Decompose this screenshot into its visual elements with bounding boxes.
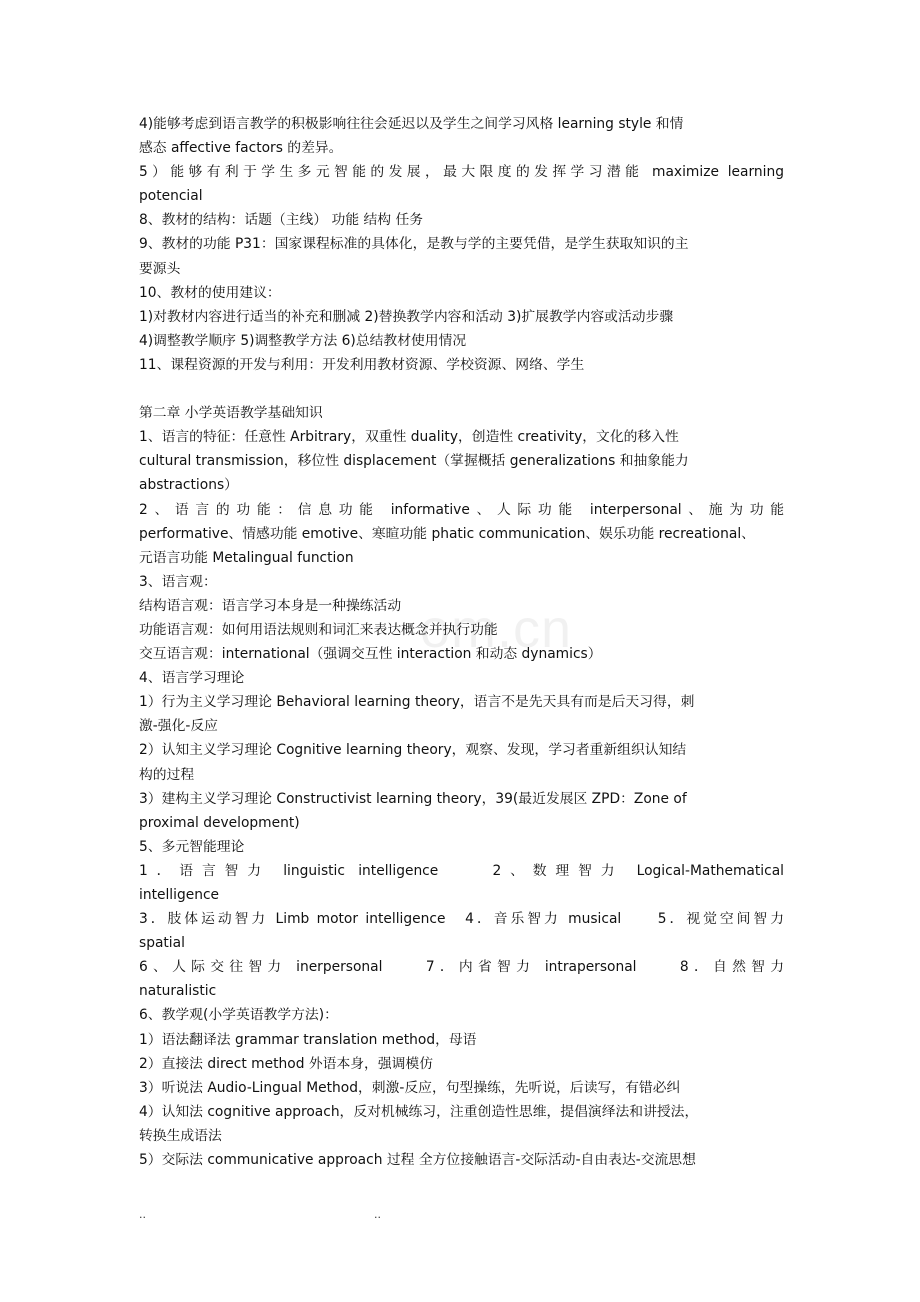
text-line: intelligence <box>139 887 220 903</box>
text-line: cultural transmission，移位性 displacement（掌握概括 generalizations 和抽象能力 <box>139 453 689 470</box>
text-line: potencial <box>139 188 203 205</box>
text-line: 2）直接法 direct method 外语本身，强调模仿 <box>139 1055 434 1072</box>
text-line: 9、教材的功能 P31：国家课程标准的具体化，是教与学的主要凭借，是学生获取知识的主 <box>139 236 689 253</box>
document-body <box>139 112 784 1172</box>
text-line: naturalistic <box>139 983 217 1000</box>
text-line: 8、教材的结构：话题（主线） 功能 结构 任务 <box>139 212 424 229</box>
text-line: 5）能够有利于学生多元智能的发展，最大限度的发挥学习潜能 maximize learning <box>139 164 784 181</box>
text-line: 11、课程资源的开发与利用：开发利用教材资源、学校资源、网络、学生 <box>139 356 585 373</box>
watermark: om.cn <box>420 599 573 659</box>
text-line: 结构语言观：语言学习本身是一种操练活动 <box>139 597 402 614</box>
footer-right: .. <box>374 1208 381 1221</box>
text-line: 要源头 <box>139 260 181 277</box>
text-line: 感态 affective factors 的差异。 <box>139 140 343 157</box>
text-line: 元语言功能 Metalingual function <box>139 549 354 566</box>
text-line: 1．语言智力 linguistic intelligence 2、数理智力 Logical-Mathematical <box>139 862 784 879</box>
text-line: 构的过程 <box>139 766 195 783</box>
text-line: 2）认知主义学习理论 Cognitive learning theory，观察、发现，学习者重新组织认知结 <box>139 742 687 759</box>
text-line: 6、人际交往智力 inerpersonal 7．内省智力 intrapersonal 8．自然智力 <box>139 959 784 976</box>
footer-left: .. <box>139 1208 146 1221</box>
text-line: 3、语言观： <box>139 573 217 590</box>
text-line: 1、语言的特征：任意性 Arbitrary，双重性 duality，创造性 creativity，文化的移入性 <box>139 429 679 446</box>
text-line: abstractions） <box>139 477 238 494</box>
text-line: 4、语言学习理论 <box>139 670 245 687</box>
text-line: 转换生成语法 <box>139 1127 222 1144</box>
text-line: 5）交际法 communicative approach 过程 全方位接触语言-交际活动-自由表达-交流思想 <box>139 1152 696 1169</box>
text-line: 1）行为主义学习理论 Behavioral learning theory，语言不是先天具有而是后天习得，刺 <box>139 694 695 711</box>
text-line: 10、教材的使用建议： <box>139 284 281 301</box>
text-line: 1）语法翻译法 grammar translation method，母语 <box>139 1031 477 1048</box>
text-line: 激-强化-反应 <box>139 718 218 735</box>
text-line: 2、语言的功能：信息功能 informative、人际功能 interpersonal、施为功能 <box>139 501 784 518</box>
chapter-heading: 第二章 小学英语教学基础知识 <box>139 405 323 422</box>
text-line: 6、教学观(小学英语教学方法)： <box>139 1007 338 1024</box>
text-line: 1)对教材内容进行适当的补充和删减 2)替换教学内容和活动 3)扩展教学内容或活动步骤 <box>139 308 674 325</box>
blank-line <box>139 377 784 401</box>
text-line: spatial <box>139 935 185 952</box>
text-line: 5、多元智能理论 <box>139 838 245 855</box>
text-line: 3）听说法 Audio-Lingual Method，刺激-反应，句型操练，先听说，后读写，有错必纠 <box>139 1079 681 1096</box>
text-line: proximal development) <box>139 814 300 831</box>
text-line: 3．肢体运动智力 Limb motor intelligence 4．音乐智力 musical 5．视觉空间智力 <box>139 911 784 928</box>
text-line: 4)能够考虑到语言教学的积极影响往往会延迟以及学生之间学习风格 learning style 和情 <box>139 116 684 132</box>
text-line: 4)调整教学顺序 5)调整教学方法 6)总结教材使用情况 <box>139 332 467 349</box>
text-line: 4）认知法 cognitive approach，反对机械练习，注重创造性思维，提倡演绎法和讲授法， <box>139 1103 699 1120</box>
text-line: 功能语言观：如何用语法规则和词汇来表达概念并执行功能 <box>139 621 498 638</box>
text-line: 交互语言观：international（强调交互性 interaction 和动态 dynamics） <box>139 646 602 663</box>
text-line: performative、情感功能 emotive、寒暄功能 phatic communication、娱乐功能 recreational、 <box>139 525 755 542</box>
text-line: 3）建构主义学习理论 Constructivist learning theory，39(最近发展区 ZPD：Zone of <box>139 790 687 807</box>
